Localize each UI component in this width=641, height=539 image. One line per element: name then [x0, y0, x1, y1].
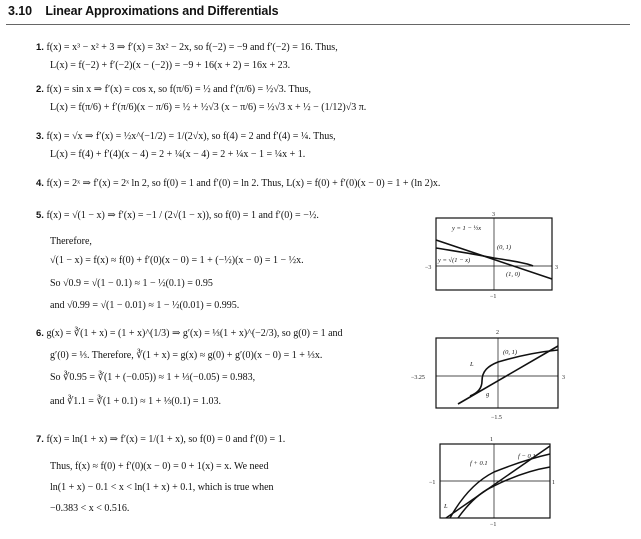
header-rule — [6, 24, 630, 25]
g5-tick-right: 3 — [555, 265, 558, 271]
g6-tick-left: −3.25 — [411, 375, 425, 381]
problem-1-text-1: f(x) = x³ − x² + 3 ⇒ f′(x) = 3x² − 2x, so f(−2) = −9 and f′(−2) = 16. Thus, — [46, 42, 338, 53]
g7-tick-left: −1 — [429, 480, 436, 486]
graph-problem-7 — [428, 434, 560, 528]
g5-tick-left: −3 — [425, 265, 432, 271]
problem-6-text-2: g′(0) = ⅓. Therefore, ∛(1 + x) = g(x) ≈ g(0) + g′(0)(x − 0) = 1 + ⅓x. — [50, 350, 323, 361]
g5-tick-top: 3 — [492, 212, 495, 218]
problem-7-text-3: ln(1 + x) − 0.1 < x < ln(1 + x) + 0.1, which is true when — [50, 482, 274, 493]
problem-6-text-1: g(x) = ∛(1 + x) = (1 + x)^(1/3) ⇒ g′(x) = ⅓(1 + x)^(−2/3), so g(0) = 1 and — [46, 328, 343, 339]
problem-7-text-2: Thus, f(x) ≈ f(0) + f′(0)(x − 0) = 0 + 1(x) = x. We need — [50, 461, 269, 472]
problem-4-number: 4. — [36, 178, 44, 189]
problem-2-line-1 — [36, 84, 311, 96]
g6-tick-top: 2 — [496, 330, 499, 336]
problem-5-line-1 — [36, 210, 319, 222]
problem-7-text-4: −0.383 < x < 0.516. — [50, 503, 130, 514]
problem-3-text-2: L(x) = f(4) + f′(4)(x − 4) = 2 + ¼(x − 4) = 2 + ¼x − 1 = ¼x + 1. — [50, 149, 306, 160]
problem-2-text-1: f(x) = sin x ⇒ f′(x) = cos x, so f(π/6) = ½ and f′(π/6) = ½√3. Thus, — [46, 84, 312, 95]
problem-5-number: 5. — [36, 210, 44, 221]
g7-tick-top: 1 — [490, 437, 493, 443]
problem-1-line-1 — [36, 42, 338, 54]
problem-6-number: 6. — [36, 328, 44, 339]
g6-tick-bottom: −1.5 — [491, 415, 502, 421]
problem-4-line-1 — [36, 178, 440, 190]
problem-7-line-1 — [36, 434, 285, 446]
problem-5-text-5: and √0.99 = √(1 − 0.01) ≈ 1 − ½(0.01) = 0.995. — [50, 300, 240, 311]
g7-label-L: L — [444, 503, 448, 510]
section-number: 3.10 — [8, 4, 32, 18]
problem-5-text-4: So √0.9 = √(1 − 0.1) ≈ 1 − ½(0.1) = 0.95 — [50, 278, 213, 289]
g6-frame — [436, 338, 558, 408]
problem-5-text-3: √(1 − x) = f(x) ≈ f(0) + f′(0)(x − 0) = 1 + (−½)(x − 0) = 1 − ½x. — [50, 255, 304, 266]
g7-label-plus: f + 0.1 — [470, 460, 488, 467]
problem-7-number: 7. — [36, 434, 44, 445]
problem-3-line-1 — [36, 131, 336, 143]
problem-6-text-4: and ∛1.1 = ∛(1 + 0.1) ≈ 1 + ⅓(0.1) = 1.03. — [50, 396, 222, 407]
graph-problem-5 — [424, 208, 564, 300]
problem-3-text-1: f(x) = √x ⇒ f′(x) = ½x^(−1/2) = 1/(2√x), so f(4) = 2 and f′(4) = ¼. Thus, — [46, 131, 336, 142]
g6-label-L: L — [470, 361, 474, 368]
problem-1-number: 1. — [36, 42, 44, 53]
g7-label-minus: f − 0.1 — [518, 453, 536, 460]
g5-label-point-1-0: (1, 0) — [506, 271, 521, 278]
g7-tick-bottom: −1 — [490, 522, 497, 528]
problem-1-text-2: L(x) = f(−2) + f′(−2)(x − (−2)) = −9 + 16(x + 2) = 16x + 23. — [50, 60, 291, 71]
problem-4-text-1: f(x) = 2ˣ ⇒ f′(x) = 2ˣ ln 2, so f(0) = 1 and f′(0) = ln 2. Thus, L(x) = f(0) + f′(0)(x − 0) = 1 + (ln 2)x. — [46, 178, 441, 189]
section-title: Linear Approximations and Differentials — [45, 4, 279, 18]
g5-label-tangent: y = 1 − ½x — [452, 225, 482, 232]
problem-2-number: 2. — [36, 84, 44, 95]
problem-6-text-3: So ∛0.95 = ∛(1 + (−0.05)) ≈ 1 + ⅓(−0.05) = 0.983, — [50, 372, 256, 383]
problem-7-text-1: f(x) = ln(1 + x) ⇒ f′(x) = 1/(1 + x), so f(0) = 0 and f′(0) = 1. — [46, 434, 286, 445]
problem-3-number: 3. — [36, 131, 44, 142]
problem-5-text-2: Therefore, — [50, 236, 92, 247]
problem-2-text-2: L(x) = f(π/6) + f′(π/6)(x − π/6) = ½ + ½√3 (x − π/6) = ½√3 x + ½ − (1/12)√3 π. — [50, 102, 367, 113]
g6-tick-right: 3 — [562, 375, 565, 381]
g6-label-g: g — [486, 391, 490, 398]
g5-label-curve: y = √(1 − x) — [438, 257, 471, 264]
problem-5-text-1: f(x) = √(1 − x) ⇒ f′(x) = −1 / (2√(1 − x)), so f(0) = 1 and f′(0) = −½. — [46, 210, 319, 221]
g6-label-point: (0, 1) — [503, 349, 518, 356]
g5-tick-bottom: −1 — [490, 294, 497, 300]
section-header — [8, 4, 628, 18]
problem-6-line-1 — [36, 328, 343, 340]
g7-tick-right: 1 — [552, 480, 555, 486]
g5-label-point-0-1: (0, 1) — [497, 244, 512, 251]
graph-problem-6 — [398, 326, 570, 422]
g7-curve-minus — [458, 467, 550, 518]
